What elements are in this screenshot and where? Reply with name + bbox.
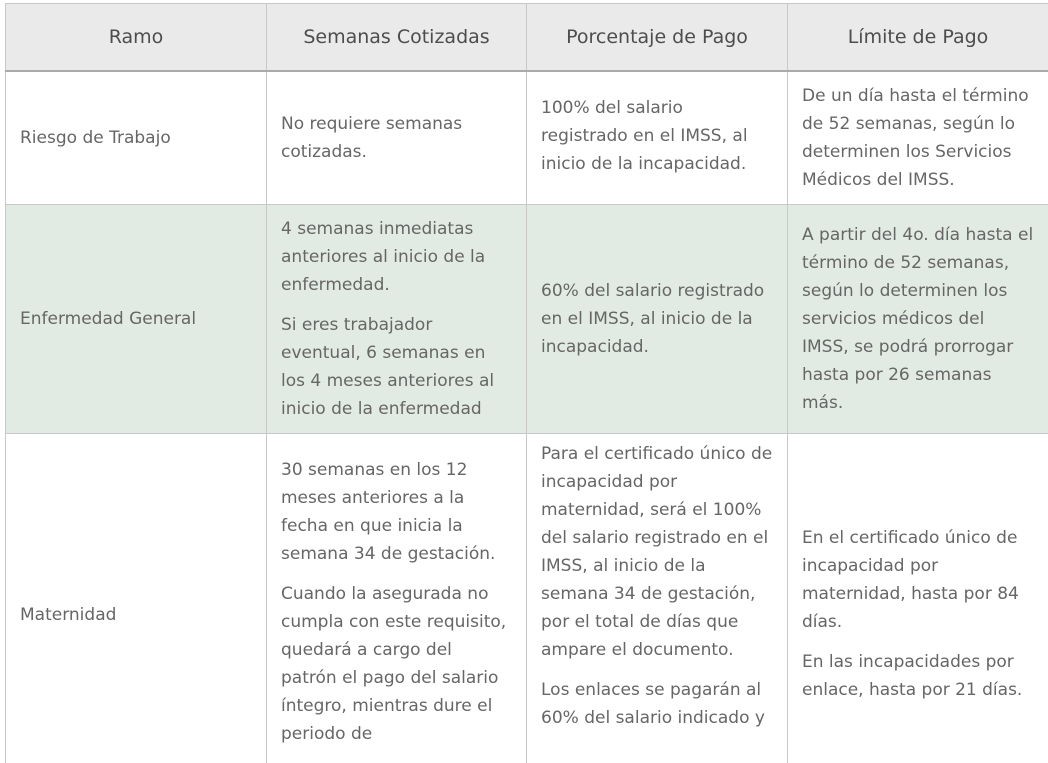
header-semanas-cotizadas: Semanas Cotizadas bbox=[267, 4, 527, 72]
cell-text: 60% del salario registrado en el IMSS, al inicio de la incapacidad. bbox=[541, 277, 773, 361]
cell-porcentaje bbox=[527, 434, 788, 763]
cell-text: En las incapacidades por enlace, hasta por 21 días. bbox=[802, 648, 1034, 704]
cell-porcentaje bbox=[527, 205, 788, 434]
cell-text: 4 semanas inmediatas anteriores al inicio de la enfermedad. bbox=[281, 215, 512, 299]
cell-limite bbox=[788, 71, 1048, 205]
cell-text: En el certificado único de incapacidad por maternidad, hasta por 84 días. bbox=[802, 524, 1034, 636]
incapacity-table-container bbox=[5, 3, 1048, 763]
cell-text: Los enlaces se pagarán al 60% del salario indicado y bbox=[541, 676, 773, 732]
cell-text: De un día hasta el término de 52 semanas, según lo determinen los Servicios Médicos del IMSS. bbox=[802, 82, 1034, 194]
cell-limite bbox=[788, 205, 1048, 434]
header-ramo: Ramo bbox=[6, 4, 267, 72]
cell-text: 30 semanas en los 12 meses anteriores a la fecha en que inicia la semana 34 de gestación. bbox=[281, 456, 512, 568]
table-row bbox=[6, 434, 1048, 763]
table-body bbox=[6, 71, 1048, 763]
header-limite-de-pago: Límite de Pago bbox=[788, 4, 1048, 72]
cell-porcentaje bbox=[527, 71, 788, 205]
cell-ramo: Maternidad bbox=[6, 434, 267, 763]
cell-text: Cuando la asegurada no cumpla con este requisito, quedará a cargo del patrón el pago del salario íntegro, mientras dure el periodo de bbox=[281, 580, 512, 748]
cell-ramo: Riesgo de Trabajo bbox=[6, 71, 267, 205]
table-header bbox=[6, 4, 1048, 72]
cell-text: Si eres trabajador eventual, 6 semanas en los 4 meses anteriores al inicio de la enfermedad bbox=[281, 311, 512, 423]
table-row bbox=[6, 71, 1048, 205]
cell-ramo: Enfermedad General bbox=[6, 205, 267, 434]
cell-text: Para el certificado único de incapacidad por maternidad, será el 100% del salario registrado en el IMSS, al inicio de la semana 34 de gestación, por el total de días que ampare el documento. bbox=[541, 440, 773, 664]
header-porcentaje-de-pago: Porcentaje de Pago bbox=[527, 4, 788, 72]
header-row bbox=[6, 4, 1048, 72]
incapacity-table bbox=[5, 3, 1048, 763]
cell-semanas bbox=[267, 205, 527, 434]
cell-limite bbox=[788, 434, 1048, 763]
cell-semanas bbox=[267, 434, 527, 763]
cell-semanas bbox=[267, 71, 527, 205]
cell-text: A partir del 4o. día hasta el término de 52 semanas, según lo determinen los servicios médicos del IMSS, se podrá prorrogar hasta por 26 semanas más. bbox=[802, 221, 1034, 417]
cell-text: 100% del salario registrado en el IMSS, al inicio de la incapacidad. bbox=[541, 94, 773, 178]
table-row bbox=[6, 205, 1048, 434]
cell-text: No requiere semanas cotizadas. bbox=[281, 110, 512, 166]
